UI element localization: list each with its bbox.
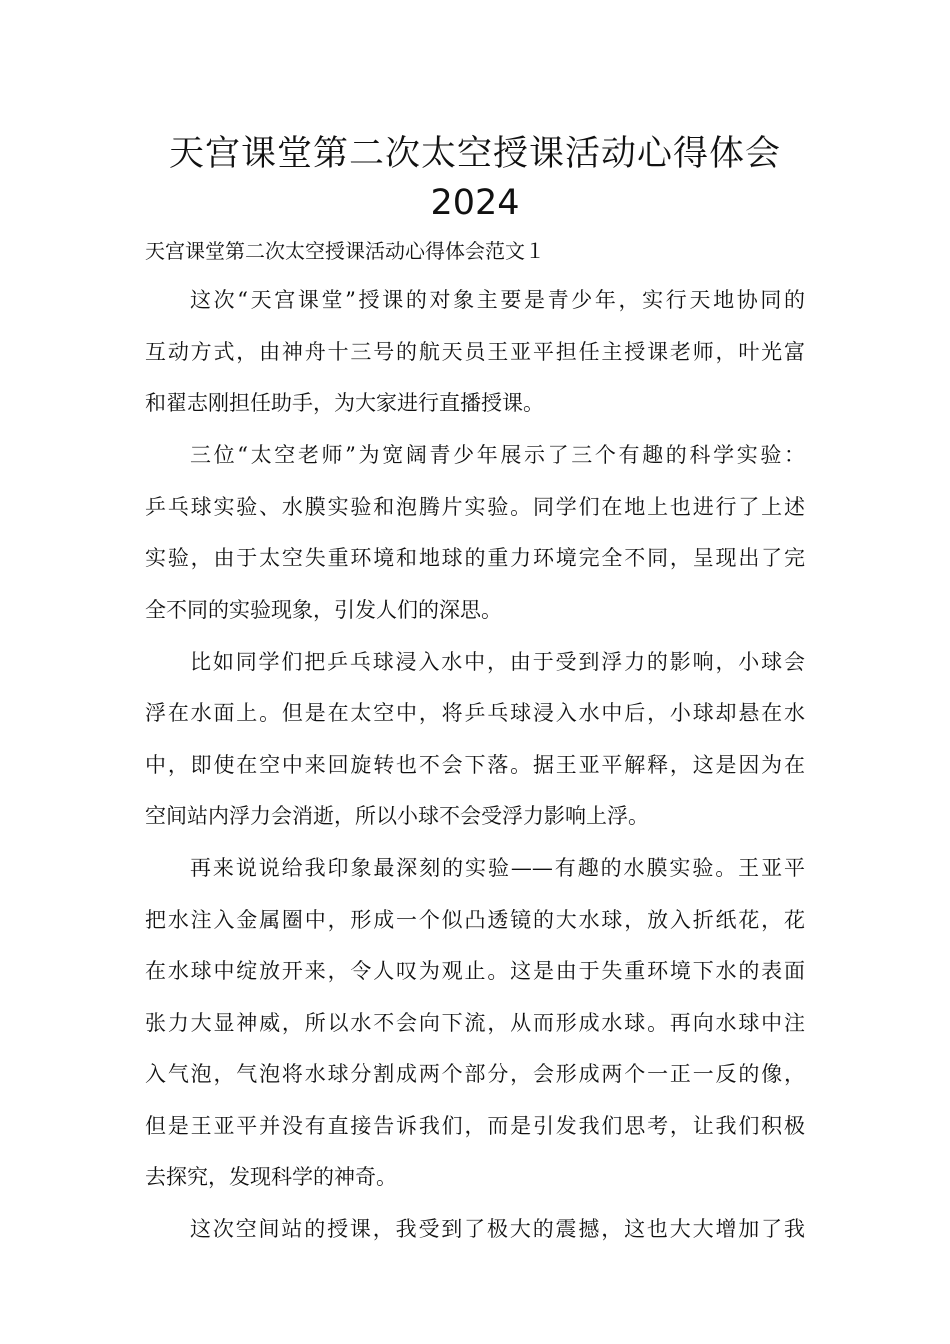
paragraph-line: 把水注入金属圈中，形成一个似凸透镜的大水球，放入折纸花，花 <box>145 908 805 932</box>
paragraph-line: 去探究，发现科学的神奇。 <box>145 1165 397 1189</box>
paragraph-line: 再来说说给我印象最深刻的实验——有趣的水膜实验。王亚平 <box>190 856 805 880</box>
paragraph-line: 全不同的实验现象，引发人们的深思。 <box>145 598 502 622</box>
paragraph-line: 这次空间站的授课，我受到了极大的震撼，这也大大增加了我 <box>190 1217 805 1241</box>
paragraph-line: 中，即使在空中来回旋转也不会下落。据王亚平解释，这是因为在 <box>145 753 805 777</box>
document-title: 天宫课堂第二次太空授课活动心得体会 <box>168 134 781 174</box>
paragraph-line: 实验，由于太空失重环境和地球的重力环境完全不同，呈现出了完 <box>145 546 805 570</box>
paragraph-line: 乒乓球实验、水膜实验和泡腾片实验。同学们在地上也进行了上述 <box>145 495 805 519</box>
paragraph-line: 入气泡，气泡将水球分割成两个部分，会形成两个一正一反的像， <box>145 1062 805 1086</box>
paragraph-line: 但是王亚平并没有直接告诉我们，而是引发我们思考，让我们积极 <box>145 1114 805 1138</box>
paragraph-line: 空间站内浮力会消逝，所以小球不会受浮力影响上浮。 <box>145 804 649 828</box>
paragraph-line: 互动方式，由神舟十三号的航天员王亚平担任主授课老师，叶光富 <box>145 340 805 364</box>
document-subtitle: 天宫课堂第二次太空授课活动心得体会范文１ <box>145 239 545 263</box>
paragraph-line: 比如同学们把乒乓球浸入水中，由于受到浮力的影响，小球会 <box>190 650 805 674</box>
paragraph-line: 和翟志刚担任助手，为大家进行直播授课。 <box>145 391 544 415</box>
paragraph-line: 这次“天宫课堂”授课的对象主要是青少年，实行天地协同的 <box>190 288 805 312</box>
paragraph-line: 在水球中绽放开来，令人叹为观止。这是由于失重环境下水的表面 <box>145 959 805 983</box>
paragraph-line: 张力大显神威，所以水不会向下流，从而形成水球。再向水球中注 <box>145 1011 805 1035</box>
paragraph-line: 三位“太空老师”为宽阔青少年展示了三个有趣的科学实验： <box>190 443 805 467</box>
document-title-year: 2024 <box>430 183 520 223</box>
paragraph-line: 浮在水面上。但是在太空中，将乒乓球浸入水中后，小球却悬在水 <box>145 701 805 725</box>
